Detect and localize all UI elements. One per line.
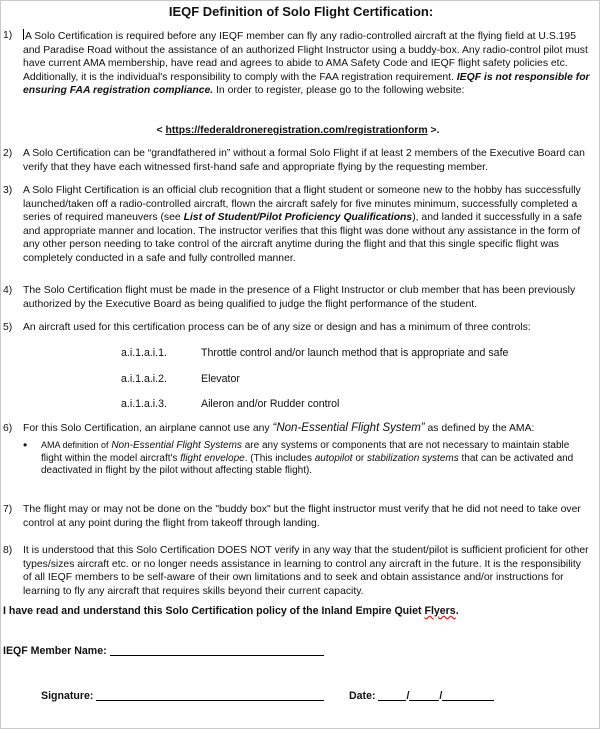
spellcheck-word: Flyers xyxy=(424,605,456,617)
item-text: The Solo Certification flight must be made in the presence of a Flight Instructor or club member that has been previously authorized by the Executive Board as being qualified to judge the flight performance of the student. xyxy=(23,285,576,310)
registration-link-line: < https://federaldroneregistration.com/registrationform >. xyxy=(156,125,440,136)
control-desc: Aileron and/or Rudder control xyxy=(201,398,340,410)
item-text: It is understood that this Solo Certification DOES NOT verify in any way that the student/pilot is sufficient proficient for other types/sizes aircraft etc. or no longer needs assistance in learning to control any aircraft in the future. It is the responsibility of all IEQF members to be self-aware of their own limitations and to seek and obtain assistance and/or instructions for learning to fly any aircraft that requires skills beyond their current capacity. xyxy=(23,545,589,597)
member-name-field[interactable] xyxy=(110,644,324,656)
control-label: a.i.1.a.i.3. xyxy=(121,398,167,410)
registration-link[interactable]: https://federaldroneregistration.com/registrationform xyxy=(165,125,428,136)
date-day-field[interactable] xyxy=(409,689,439,701)
acknowledgement-statement: I have read and understand this Solo Certification policy of the Inland Empire Quiet Flyers. xyxy=(3,605,459,617)
signature-field[interactable] xyxy=(96,689,324,701)
item-number: 4) xyxy=(3,285,13,296)
signature-row xyxy=(41,689,324,702)
item-number: 1) xyxy=(3,30,13,41)
emphasis-text: List of Student/Pilot Proficiency Qualifications xyxy=(183,212,413,223)
control-desc: Elevator xyxy=(201,373,240,385)
item-number: 7) xyxy=(3,504,13,515)
control-label: a.i.1.a.i.1. xyxy=(121,347,167,359)
item-number: 3) xyxy=(3,185,13,196)
control-desc: Throttle control and/or launch method that is appropriate and safe xyxy=(201,347,509,359)
item-number: 5) xyxy=(3,322,13,333)
page-title: IEQF Definition of Solo Flight Certification: xyxy=(168,4,434,19)
date-label: Date: xyxy=(349,690,376,702)
emphasis-text: IEQF is not responsible for ensuring FAA registration compliance. xyxy=(23,71,590,96)
member-name-label: IEQF Member Name: xyxy=(3,645,107,657)
emphasis-text: “Non-Essential Flight System” xyxy=(272,422,425,434)
bullet-icon: • xyxy=(23,438,28,452)
item-text: A Solo Flight Certification is an official club recognition that a flight student or someone new to the hobby has successfully launched/taken off a radio-controlled aircraft, flown the aircraft safely for five minutes minimum, successfully completed a series of required maneuvers (see List of Student/Pilot Proficiency Qualifications), and landed it successfully in a safe and appropriate manner and location. The instructor verifies that this flight was done without any assistance in the form of any other person needing to take control of the aircraft anytime during the flight and that this single specific flight was completely conducted in a safe and fully controlled manner. xyxy=(23,185,582,264)
item-text: The flight may or may not be done on the "buddy box" but the flight instructor must verify that he did not need to take over control at any point during the flight from takeoff through landing. xyxy=(23,504,581,529)
date-month-field[interactable] xyxy=(378,689,406,701)
item-text: A Solo Certification can be “grandfathered in” without a formal Solo Flight if at least 2 members of the Executive Board can verify that they have each witnessed first-hand safe and appropriate flying by the requesting member. xyxy=(23,148,585,173)
member-name-row xyxy=(3,644,324,657)
item-number: 8) xyxy=(3,545,13,556)
date-row: Date: / / xyxy=(349,689,494,702)
signature-label: Signature: xyxy=(41,690,94,702)
text-cursor xyxy=(23,29,24,40)
item-text: An aircraft used for this certification process can be of any size or design and has a minimum of three controls: xyxy=(23,322,531,333)
item-text: For this Solo Certification, an airplane cannot use any “Non-Essential Flight System” as defined by the AMA: xyxy=(23,422,535,434)
control-label: a.i.1.a.i.2. xyxy=(121,373,167,385)
item-number: 6) xyxy=(3,423,13,434)
bullet-text: AMA definition of Non-Essential Flight Systems are any systems or components that are not necessary to maintain stable flight within the model aircraft's flight envelope. (This includes autopilot or stabilization systems that can be activated and deactivated in flight by the pilot without affecting stable flight). xyxy=(41,440,574,476)
date-year-field[interactable] xyxy=(442,689,494,701)
item-number: 2) xyxy=(3,148,13,159)
item-text[interactable]: A Solo Certification is required before any IEQF member can fly any radio-controlled aircraft at the flying field at U.S.195 and Paradise Road without the assistance of an authorized Flight Instructor using a buddy-box. Any radio-control pilot must have current AMA membership, have read and agrees to abide to AMA Safety Code and IEQF flight safety policies etc. Additionally, it is the individual's responsibility to comply with the FAA registration requirement. IEQF is not responsible for ensuring FAA registration compliance. In order to register, please go to the following website: xyxy=(23,31,590,96)
